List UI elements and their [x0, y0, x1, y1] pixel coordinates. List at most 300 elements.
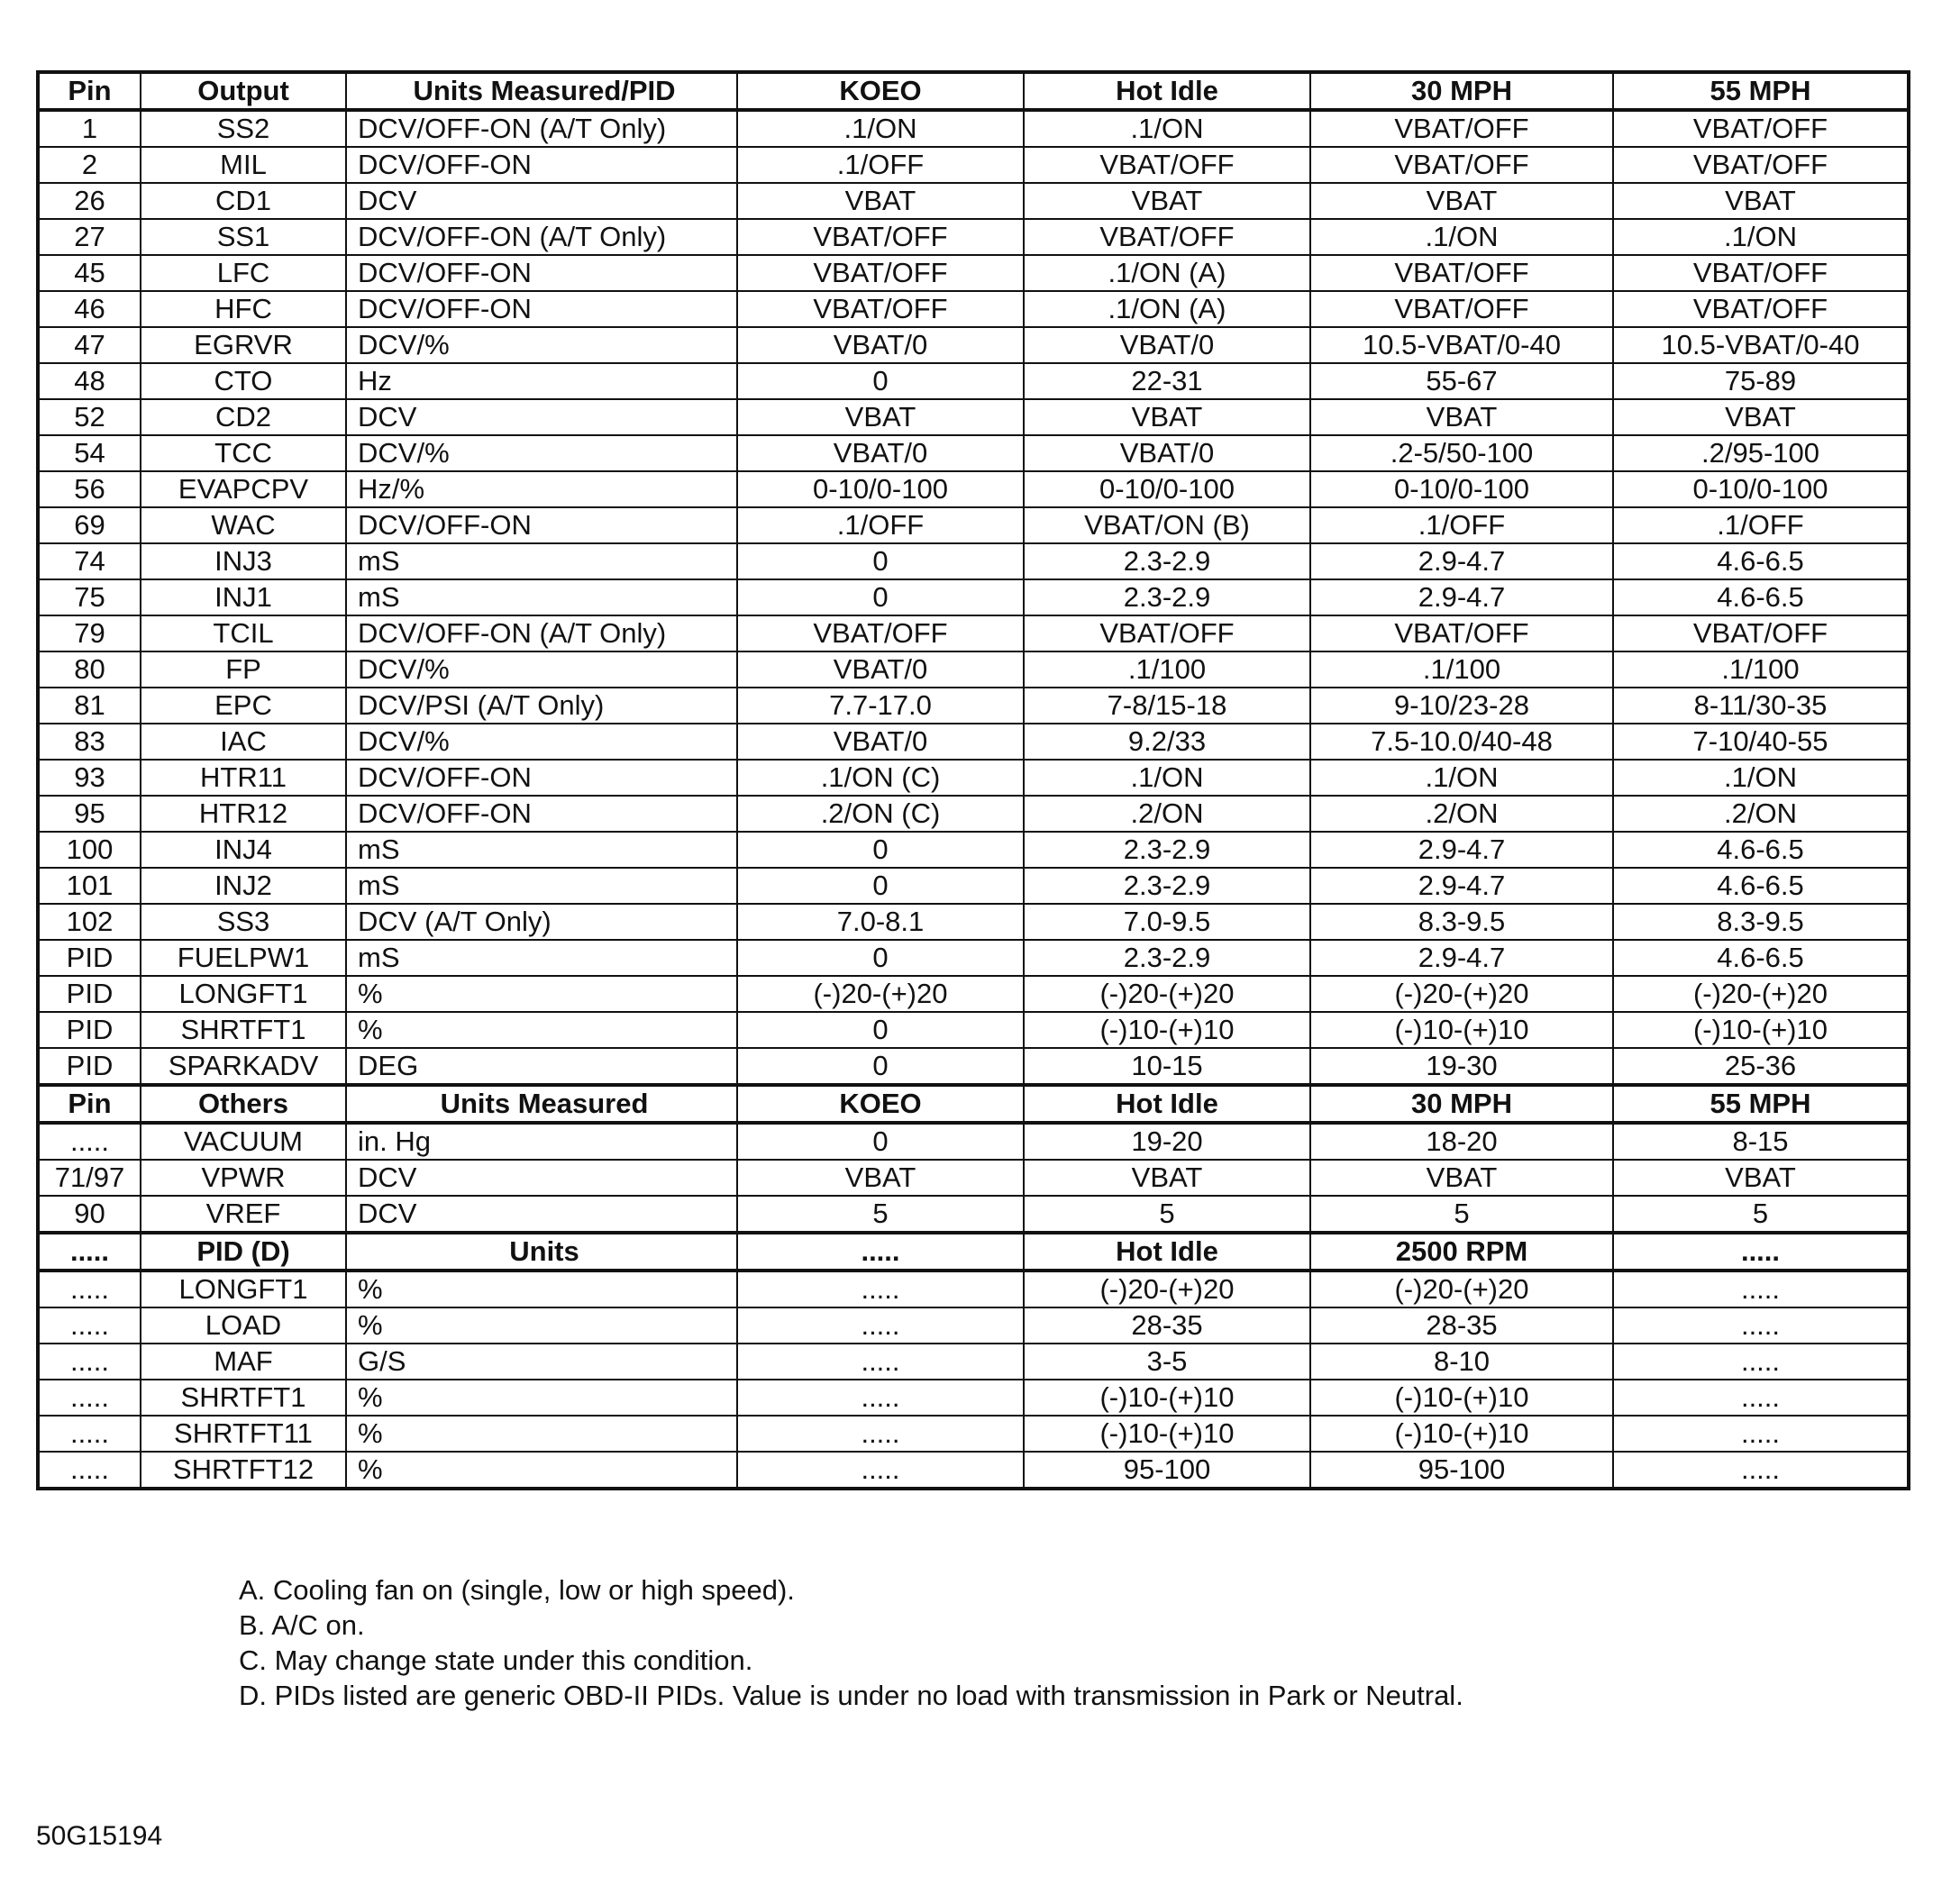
column-header: Units Measured/PID — [346, 72, 737, 110]
table-cell: SHRTFT1 — [141, 1380, 346, 1416]
table-row — [38, 651, 1909, 688]
footnote: A. Cooling fan on (single, low or high speed). — [239, 1574, 795, 1606]
table-cell: (-)20-(+)20 — [1310, 1271, 1613, 1307]
table-cell: 2.3-2.9 — [1024, 832, 1310, 868]
table-cell: DEG — [346, 1048, 737, 1085]
table-cell: TCIL — [141, 615, 346, 651]
table-row — [38, 1271, 1909, 1307]
table-cell: DCV/OFF-ON (A/T Only) — [346, 615, 737, 651]
table-cell: ..... — [1613, 1271, 1909, 1307]
table-cell: .1/ON (A) — [1024, 291, 1310, 327]
footnotes — [239, 1572, 1463, 1713]
table-row — [38, 1160, 1909, 1196]
table-cell: VBAT — [1613, 1160, 1909, 1196]
table-cell: VBAT/OFF — [1613, 255, 1909, 291]
table-cell: DCV/% — [346, 651, 737, 688]
table-cell: .1/100 — [1310, 651, 1613, 688]
table-cell: DCV — [346, 1160, 737, 1196]
table-row — [38, 904, 1909, 940]
table-row — [38, 147, 1909, 183]
outputs-section — [38, 72, 1909, 1085]
table-cell: 18-20 — [1310, 1123, 1613, 1160]
table-cell: % — [346, 1271, 737, 1307]
table-cell: HTR12 — [141, 796, 346, 832]
table-cell: SS1 — [141, 219, 346, 255]
table-cell: DCV/% — [346, 435, 737, 471]
table-cell: FP — [141, 651, 346, 688]
table-cell: 0 — [737, 832, 1024, 868]
table-cell: SHRTFT1 — [141, 1012, 346, 1048]
table-cell: VBAT — [737, 399, 1024, 435]
table-cell: DCV — [346, 1196, 737, 1233]
table-cell: 10-15 — [1024, 1048, 1310, 1085]
table-row — [38, 1452, 1909, 1489]
table-cell: VBAT/OFF — [1310, 255, 1613, 291]
table-cell: HTR11 — [141, 760, 346, 796]
table-cell: VBAT/0 — [737, 327, 1024, 363]
table-cell: 2.9-4.7 — [1310, 940, 1613, 976]
table-cell: 7-10/40-55 — [1613, 724, 1909, 760]
table-cell: VBAT/OFF — [1024, 147, 1310, 183]
table-cell: LFC — [141, 255, 346, 291]
table-cell: 2.9-4.7 — [1310, 543, 1613, 579]
table-cell: 101 — [38, 868, 141, 904]
table-row — [38, 832, 1909, 868]
column-header: Hot Idle — [1024, 1233, 1310, 1271]
table-cell: ..... — [737, 1307, 1024, 1344]
table-cell: EGRVR — [141, 327, 346, 363]
footnote: C. May change state under this condition. — [239, 1644, 753, 1676]
table-row — [38, 507, 1909, 543]
column-header: 30 MPH — [1310, 1085, 1613, 1123]
table-cell: 8-11/30-35 — [1613, 688, 1909, 724]
table-cell: DCV/OFF-ON — [346, 255, 737, 291]
table-cell: VPWR — [141, 1160, 346, 1196]
table-cell: .1/OFF — [737, 147, 1024, 183]
table-cell: PID — [38, 976, 141, 1012]
column-header: 2500 RPM — [1310, 1233, 1613, 1271]
table-cell: 4.6-6.5 — [1613, 940, 1909, 976]
table-cell: VBAT — [737, 183, 1024, 219]
table-cell: ..... — [38, 1380, 141, 1416]
table-cell: 7-8/15-18 — [1024, 688, 1310, 724]
table-cell: 19-20 — [1024, 1123, 1310, 1160]
footnote: D. PIDs listed are generic OBD-II PIDs. Value is under no load with transmission in Park or Neutral. — [239, 1680, 1463, 1711]
table-cell: EVAPCPV — [141, 471, 346, 507]
table-cell: 2 — [38, 147, 141, 183]
table-cell: 0 — [737, 1123, 1024, 1160]
table-cell: ..... — [1613, 1307, 1909, 1344]
table-cell: DCV/OFF-ON — [346, 147, 737, 183]
table-cell: DCV — [346, 399, 737, 435]
table-cell: 8-15 — [1613, 1123, 1909, 1160]
table-cell: VBAT/OFF — [737, 615, 1024, 651]
table-row — [38, 615, 1909, 651]
table-cell: .2-5/50-100 — [1310, 435, 1613, 471]
section-header-row — [38, 1233, 1909, 1271]
table-cell: ..... — [737, 1416, 1024, 1452]
table-row — [38, 435, 1909, 471]
table-cell: 4.6-6.5 — [1613, 868, 1909, 904]
table-cell: 2.9-4.7 — [1310, 868, 1613, 904]
table-row — [38, 940, 1909, 976]
pcm-reference-values-table — [36, 70, 1910, 1490]
table-cell: SHRTFT11 — [141, 1416, 346, 1452]
table-cell: .2/ON — [1613, 796, 1909, 832]
table-cell: 0-10/0-100 — [1613, 471, 1909, 507]
table-cell: (-)10-(+)10 — [1310, 1416, 1613, 1452]
column-header: ..... — [38, 1233, 141, 1271]
table-cell: VBAT/0 — [737, 651, 1024, 688]
column-header: PID (D) — [141, 1233, 346, 1271]
table-cell: mS — [346, 832, 737, 868]
table-row — [38, 579, 1909, 615]
table-row — [38, 327, 1909, 363]
table-cell: .1/ON — [737, 110, 1024, 147]
table-row — [38, 1196, 1909, 1233]
pcm-reference-values-document — [36, 70, 1907, 1490]
table-cell: 25-36 — [1613, 1048, 1909, 1085]
table-cell: Hz/% — [346, 471, 737, 507]
table-row — [38, 183, 1909, 219]
table-cell: VBAT/OFF — [737, 219, 1024, 255]
table-cell: CD2 — [141, 399, 346, 435]
column-header: Units — [346, 1233, 737, 1271]
table-cell: DCV — [346, 183, 737, 219]
table-cell: 5 — [1024, 1196, 1310, 1233]
table-cell: 9-10/23-28 — [1310, 688, 1613, 724]
table-cell: % — [346, 1380, 737, 1416]
table-cell: ..... — [737, 1380, 1024, 1416]
table-cell: .1/ON — [1024, 110, 1310, 147]
table-cell: % — [346, 1416, 737, 1452]
column-header: KOEO — [737, 72, 1024, 110]
table-cell: 52 — [38, 399, 141, 435]
table-cell: .1/ON — [1024, 760, 1310, 796]
table-cell: 0-10/0-100 — [737, 471, 1024, 507]
table-cell: DCV/PSI (A/T Only) — [346, 688, 737, 724]
table-cell: ..... — [1613, 1344, 1909, 1380]
table-cell: 2.3-2.9 — [1024, 868, 1310, 904]
table-cell: Hz — [346, 363, 737, 399]
table-cell: .2/ON — [1024, 796, 1310, 832]
table-cell: VBAT/OFF — [1024, 219, 1310, 255]
table-row — [38, 796, 1909, 832]
table-cell: HFC — [141, 291, 346, 327]
table-cell: VBAT — [1310, 399, 1613, 435]
column-header: 55 MPH — [1613, 1085, 1909, 1123]
table-cell: MAF — [141, 1344, 346, 1380]
table-cell: FUELPW1 — [141, 940, 346, 976]
table-cell: VBAT/OFF — [1310, 291, 1613, 327]
table-cell: 95-100 — [1024, 1452, 1310, 1489]
table-cell: CD1 — [141, 183, 346, 219]
table-cell: VBAT/OFF — [1310, 147, 1613, 183]
table-cell: PID — [38, 940, 141, 976]
table-row — [38, 399, 1909, 435]
table-cell: 5 — [737, 1196, 1024, 1233]
table-cell: 74 — [38, 543, 141, 579]
column-header: Pin — [38, 72, 141, 110]
table-cell: VBAT — [1613, 399, 1909, 435]
table-cell: DCV/OFF-ON — [346, 760, 737, 796]
table-cell: EPC — [141, 688, 346, 724]
table-cell: 0 — [737, 363, 1024, 399]
table-cell: 8.3-9.5 — [1310, 904, 1613, 940]
table-cell: .1/ON — [1613, 219, 1909, 255]
table-cell: ..... — [38, 1416, 141, 1452]
table-cell: ..... — [38, 1307, 141, 1344]
table-cell: ..... — [38, 1452, 141, 1489]
table-cell: (-)10-(+)10 — [1310, 1380, 1613, 1416]
table-cell: ..... — [38, 1123, 141, 1160]
table-cell: INJ3 — [141, 543, 346, 579]
column-header: Hot Idle — [1024, 72, 1310, 110]
table-cell: 100 — [38, 832, 141, 868]
table-cell: VBAT/OFF — [1024, 615, 1310, 651]
table-row — [38, 471, 1909, 507]
table-cell: .1/ON (C) — [737, 760, 1024, 796]
column-header: ..... — [1613, 1233, 1909, 1271]
table-cell: 75-89 — [1613, 363, 1909, 399]
table-cell: DCV/% — [346, 327, 737, 363]
table-cell: 28-35 — [1024, 1307, 1310, 1344]
table-cell: 102 — [38, 904, 141, 940]
table-cell: 75 — [38, 579, 141, 615]
table-cell: 4.6-6.5 — [1613, 543, 1909, 579]
table-cell: 2.3-2.9 — [1024, 543, 1310, 579]
table-cell: 47 — [38, 327, 141, 363]
table-cell: 10.5-VBAT/0-40 — [1613, 327, 1909, 363]
table-cell: 27 — [38, 219, 141, 255]
table-cell: 2.3-2.9 — [1024, 579, 1310, 615]
table-cell: in. Hg — [346, 1123, 737, 1160]
table-cell: % — [346, 976, 737, 1012]
table-cell: 8-10 — [1310, 1344, 1613, 1380]
table-cell: % — [346, 1452, 737, 1489]
table-cell: VBAT/OFF — [1613, 110, 1909, 147]
table-cell: .1/ON — [1310, 219, 1613, 255]
table-cell: .2/95-100 — [1613, 435, 1909, 471]
table-cell: 1 — [38, 110, 141, 147]
table-cell: LOAD — [141, 1307, 346, 1344]
others-section — [38, 1085, 1909, 1233]
table-cell: 3-5 — [1024, 1344, 1310, 1380]
table-cell: 54 — [38, 435, 141, 471]
table-row — [38, 1416, 1909, 1452]
table-cell: 90 — [38, 1196, 141, 1233]
column-header: 55 MPH — [1613, 72, 1909, 110]
table-cell: 0 — [737, 579, 1024, 615]
table-cell: .1/ON — [1613, 760, 1909, 796]
table-cell: (-)20-(+)20 — [1024, 1271, 1310, 1307]
table-cell: (-)10-(+)10 — [1613, 1012, 1909, 1048]
table-cell: ..... — [737, 1452, 1024, 1489]
section-header-row — [38, 1085, 1909, 1123]
table-cell: .2/ON — [1310, 796, 1613, 832]
table-cell: DCV/OFF-ON (A/T Only) — [346, 110, 737, 147]
table-cell: (-)10-(+)10 — [1024, 1012, 1310, 1048]
figure-id: 50G15194 — [36, 1821, 163, 1851]
table-cell: VBAT — [1310, 1160, 1613, 1196]
table-cell: DCV (A/T Only) — [346, 904, 737, 940]
table-cell: 22-31 — [1024, 363, 1310, 399]
column-header: Output — [141, 72, 346, 110]
table-cell: mS — [346, 579, 737, 615]
section-header-row — [38, 72, 1909, 110]
table-cell: % — [346, 1307, 737, 1344]
column-header: KOEO — [737, 1085, 1024, 1123]
table-cell: ..... — [1613, 1452, 1909, 1489]
table-cell: ..... — [737, 1271, 1024, 1307]
table-row — [38, 1123, 1909, 1160]
table-cell: 7.7-17.0 — [737, 688, 1024, 724]
table-cell: IAC — [141, 724, 346, 760]
table-cell: 2.9-4.7 — [1310, 832, 1613, 868]
table-cell: VBAT/0 — [1024, 435, 1310, 471]
table-cell: LONGFT1 — [141, 1271, 346, 1307]
table-cell: SHRTFT12 — [141, 1452, 346, 1489]
column-header: Others — [141, 1085, 346, 1123]
table-cell: 71/97 — [38, 1160, 141, 1196]
table-cell: LONGFT1 — [141, 976, 346, 1012]
table-cell: VBAT/OFF — [1613, 615, 1909, 651]
table-cell: 80 — [38, 651, 141, 688]
table-cell: G/S — [346, 1344, 737, 1380]
table-cell: (-)20-(+)20 — [737, 976, 1024, 1012]
table-cell: VBAT — [1310, 183, 1613, 219]
table-cell: 4.6-6.5 — [1613, 579, 1909, 615]
table-row — [38, 543, 1909, 579]
column-header: 30 MPH — [1310, 72, 1613, 110]
table-cell: ..... — [38, 1271, 141, 1307]
table-cell: 95-100 — [1310, 1452, 1613, 1489]
table-cell: ..... — [38, 1344, 141, 1380]
table-cell: PID — [38, 1012, 141, 1048]
table-cell: INJ4 — [141, 832, 346, 868]
table-cell: 0 — [737, 868, 1024, 904]
column-header: Hot Idle — [1024, 1085, 1310, 1123]
column-header: ..... — [737, 1233, 1024, 1271]
table-cell: TCC — [141, 435, 346, 471]
table-cell: .1/OFF — [1613, 507, 1909, 543]
table-cell: VBAT/OFF — [737, 291, 1024, 327]
table-cell: 69 — [38, 507, 141, 543]
table-cell: 8.3-9.5 — [1613, 904, 1909, 940]
table-cell: (-)10-(+)10 — [1310, 1012, 1613, 1048]
table-cell: 2.3-2.9 — [1024, 940, 1310, 976]
table-row — [38, 1344, 1909, 1380]
table-cell: VBAT — [1024, 183, 1310, 219]
table-row — [38, 868, 1909, 904]
table-cell: 46 — [38, 291, 141, 327]
table-row — [38, 255, 1909, 291]
table-cell: VBAT/0 — [1024, 327, 1310, 363]
table-cell: 83 — [38, 724, 141, 760]
table-cell: 0 — [737, 1048, 1024, 1085]
table-cell: .1/ON — [1310, 760, 1613, 796]
table-cell: VBAT — [1613, 183, 1909, 219]
table-cell: ..... — [1613, 1416, 1909, 1452]
table-cell: VREF — [141, 1196, 346, 1233]
table-cell: DCV/OFF-ON — [346, 796, 737, 832]
table-cell: 81 — [38, 688, 141, 724]
table-row — [38, 724, 1909, 760]
table-cell: 45 — [38, 255, 141, 291]
table-cell: VBAT/ON (B) — [1024, 507, 1310, 543]
table-cell: 7.0-9.5 — [1024, 904, 1310, 940]
table-row — [38, 1380, 1909, 1416]
table-cell: (-)20-(+)20 — [1613, 976, 1909, 1012]
table-cell: 0 — [737, 543, 1024, 579]
table-cell: 26 — [38, 183, 141, 219]
table-cell: (-)10-(+)10 — [1024, 1416, 1310, 1452]
table-cell: WAC — [141, 507, 346, 543]
pid-section — [38, 1233, 1909, 1489]
table-cell: VBAT/OFF — [1613, 291, 1909, 327]
table-cell: 7.0-8.1 — [737, 904, 1024, 940]
table-cell: DCV/OFF-ON (A/T Only) — [346, 219, 737, 255]
table-row — [38, 760, 1909, 796]
table-cell: 0 — [737, 1012, 1024, 1048]
table-cell: 5 — [1613, 1196, 1909, 1233]
table-cell: .1/100 — [1024, 651, 1310, 688]
table-row — [38, 1307, 1909, 1344]
table-cell: VBAT — [737, 1160, 1024, 1196]
table-row — [38, 976, 1909, 1012]
table-cell: 0 — [737, 940, 1024, 976]
table-cell: VBAT/0 — [737, 724, 1024, 760]
column-header: Pin — [38, 1085, 141, 1123]
table-cell: 48 — [38, 363, 141, 399]
table-cell: DCV/OFF-ON — [346, 291, 737, 327]
table-cell: DCV/OFF-ON — [346, 507, 737, 543]
table-cell: 93 — [38, 760, 141, 796]
table-cell: .2/ON (C) — [737, 796, 1024, 832]
table-cell: .1/100 — [1613, 651, 1909, 688]
table-cell: mS — [346, 940, 737, 976]
table-cell: 95 — [38, 796, 141, 832]
table-cell: MIL — [141, 147, 346, 183]
table-cell: % — [346, 1012, 737, 1048]
table-cell: VBAT/OFF — [1310, 615, 1613, 651]
table-cell: SS3 — [141, 904, 346, 940]
table-cell: 5 — [1310, 1196, 1613, 1233]
table-cell: (-)20-(+)20 — [1310, 976, 1613, 1012]
table-cell: SS2 — [141, 110, 346, 147]
table-cell: mS — [346, 868, 737, 904]
table-cell: .1/OFF — [1310, 507, 1613, 543]
table-cell: INJ2 — [141, 868, 346, 904]
table-cell: 28-35 — [1310, 1307, 1613, 1344]
table-cell: INJ1 — [141, 579, 346, 615]
table-cell: ..... — [737, 1344, 1024, 1380]
table-cell: 10.5-VBAT/0-40 — [1310, 327, 1613, 363]
table-cell: .1/OFF — [737, 507, 1024, 543]
table-row — [38, 291, 1909, 327]
table-cell: 56 — [38, 471, 141, 507]
table-cell: DCV/% — [346, 724, 737, 760]
table-cell: 4.6-6.5 — [1613, 832, 1909, 868]
table-cell: VACUUM — [141, 1123, 346, 1160]
table-cell: (-)10-(+)10 — [1024, 1380, 1310, 1416]
table-row — [38, 1012, 1909, 1048]
table-cell: 19-30 — [1310, 1048, 1613, 1085]
table-cell: VBAT/0 — [737, 435, 1024, 471]
table-cell: VBAT/OFF — [1310, 110, 1613, 147]
table-cell: 2.9-4.7 — [1310, 579, 1613, 615]
table-cell: (-)20-(+)20 — [1024, 976, 1310, 1012]
